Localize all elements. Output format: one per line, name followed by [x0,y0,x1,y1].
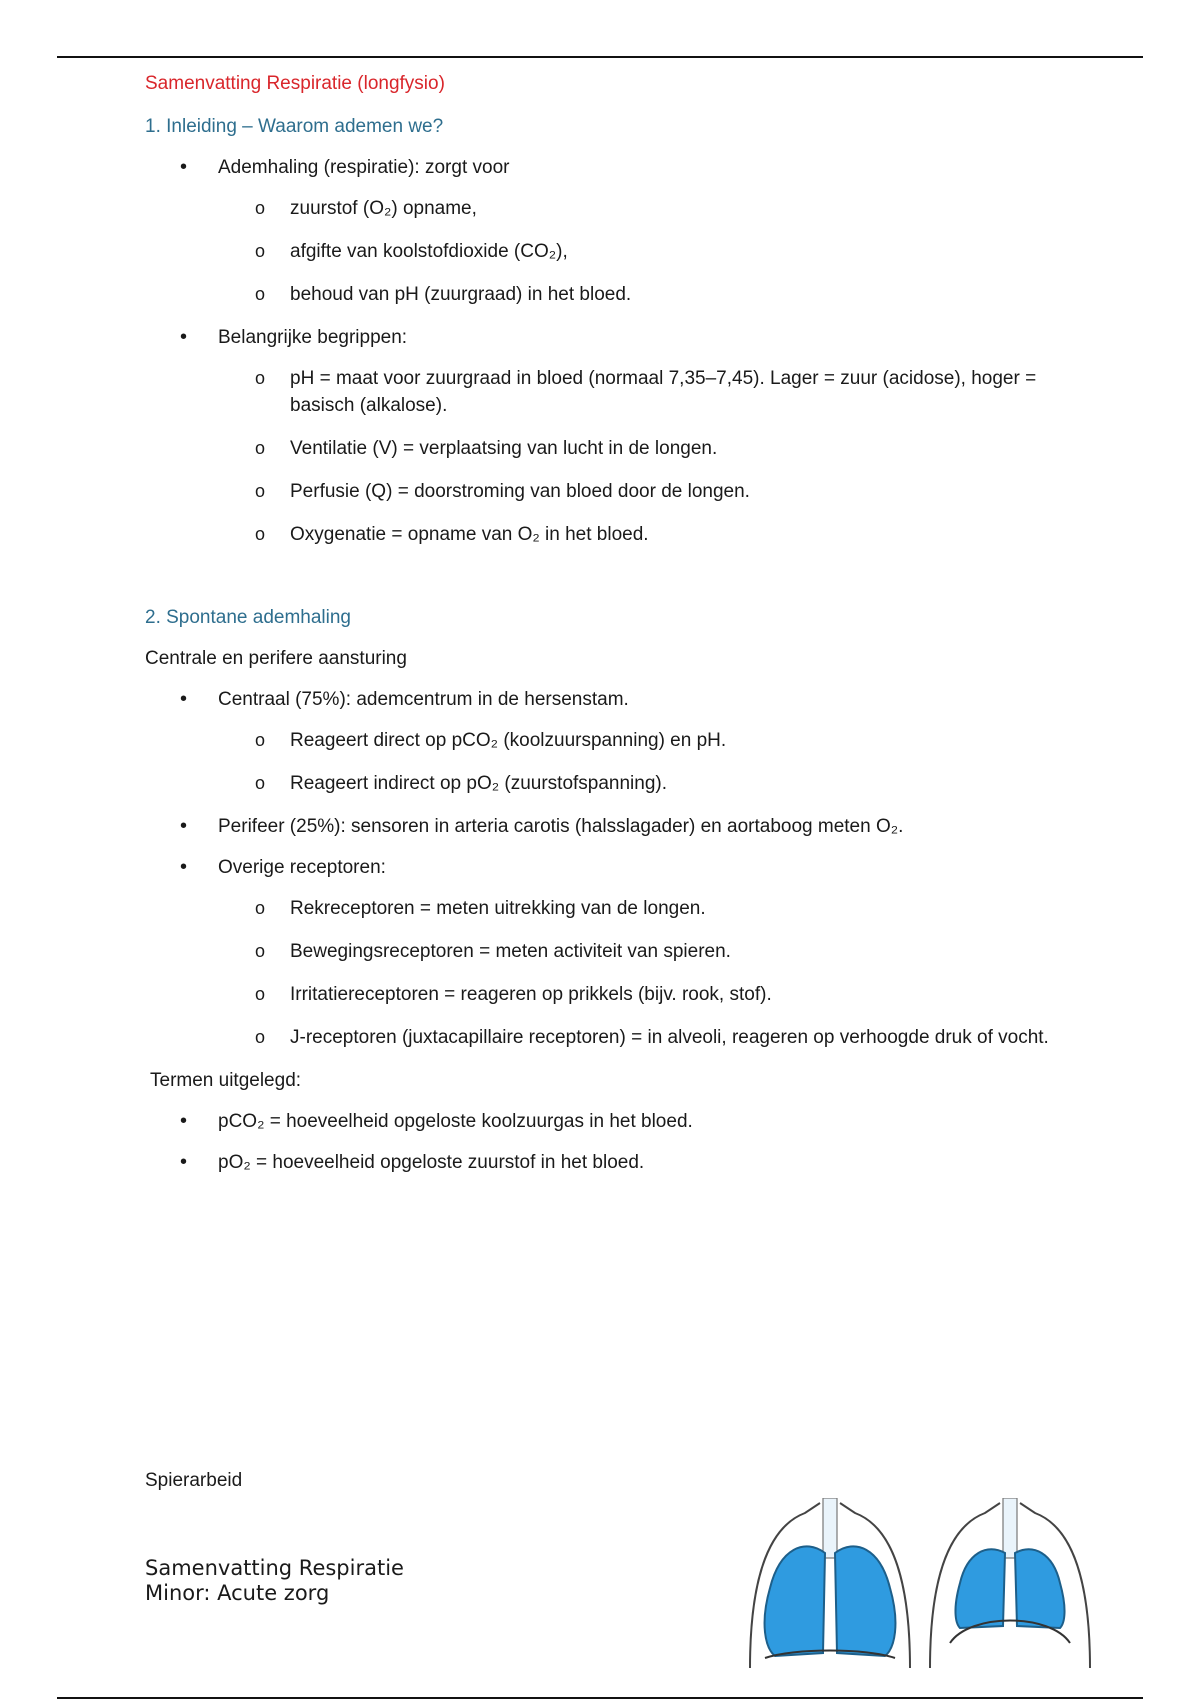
bullet-item: • Overige receptoren: [145,854,1075,881]
term-item: • pO₂ = hoeveelheid opgeloste zuurstof in het bloed. [145,1149,1075,1176]
lungs-inhale-figure [750,1498,910,1668]
section1-list [145,154,1075,548]
sub-item: o Ventilatie (V) = verplaatsing van lucht in de longen. [145,435,1075,462]
section-heading-spontane-ademhaling: 2. Spontane ademhaling [145,607,351,628]
spacer [145,564,1075,604]
subheading: Centrale en perifere aansturing [145,648,407,669]
spierarbeid-label: Spierarbeid [145,1470,243,1491]
sub-item: o pH = maat voor zuurgraad in bloed (normaal 7,35–7,45). Lager = zuur (acidose), hoger = basisch (alkalose). [145,365,1075,419]
section2-list [145,686,1075,1051]
sub-item: o Bewegingsreceptoren = meten activiteit van spieren. [145,938,1075,965]
footer-title: Samenvatting Respiratie [145,1556,404,1580]
section-heading-inleiding: 1. Inleiding – Waarom ademen we? [145,116,444,137]
term-item: • pCO₂ = hoeveelheid opgeloste koolzuurgas in het bloed. [145,1108,1075,1135]
terms-heading: Termen uitgelegd: [150,1070,302,1091]
sub-item: o Rekreceptoren = meten uitrekking van de longen. [145,895,1075,922]
terms-list [145,1108,1075,1176]
sub-item: o J-receptoren (juxtacapillaire receptoren) = in alveoli, reageren op verhoogde druk of vocht. [145,1024,1075,1051]
bullet-item: • Ademhaling (respiratie): zorgt voor [145,154,1075,181]
document-title: Samenvatting Respiratie (longfysio) [145,73,445,94]
sub-item: o Perfusie (Q) = doorstroming van bloed door de longen. [145,478,1075,505]
sub-item: o afgifte van koolstofdioxide (CO₂), [145,238,1075,265]
bullet-item: • Perifeer (25%): sensoren in arteria carotis (halsslagader) en aortaboog meten O₂. [145,813,1075,840]
lungs-exhale-figure [930,1498,1090,1668]
top-rule [57,56,1143,58]
bullet-item: • Belangrijke begrippen: [145,324,1075,351]
bullet-item: • Centraal (75%): ademcentrum in de hersenstam. [145,686,1075,713]
footer-info [145,1556,404,1606]
sub-item: o behoud van pH (zuurgraad) in het bloed. [145,281,1075,308]
sub-item: o Irritatiereceptoren = reageren op prikkels (bijv. rook, stof). [145,981,1075,1008]
bottom-rule [57,1697,1143,1699]
lungs-illustration [745,1498,1095,1668]
sub-item: o zuurstof (O₂) opname, [145,195,1075,222]
sub-item: o Reageert indirect op pO₂ (zuurstofspanning). [145,770,1075,797]
document-body [145,70,1075,1190]
sub-item: o Oxygenatie = opname van O₂ in het bloed. [145,521,1075,548]
sub-item: o Reageert direct op pCO₂ (koolzuurspanning) en pH. [145,727,1075,754]
footer-subtitle: Minor: Acute zorg [145,1581,330,1605]
